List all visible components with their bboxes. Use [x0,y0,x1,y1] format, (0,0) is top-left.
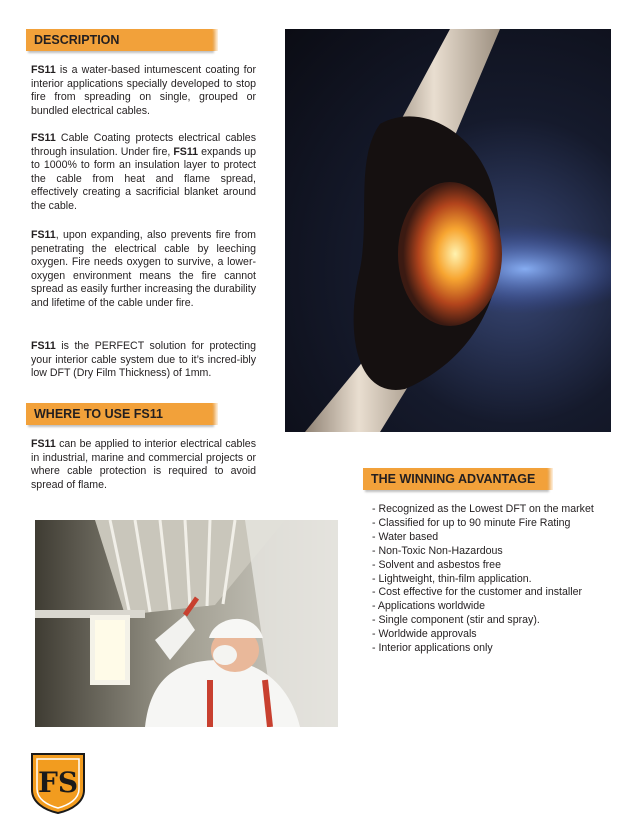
fs-logo [30,752,86,814]
worker-spraying-photo [35,520,338,727]
where-to-use-paragraph [31,438,256,492]
brand-name: FS11 [31,229,56,241]
advantage-item: - Water based [372,530,439,543]
advantage-item: - Non-Toxic Non-Hazardous [372,544,503,557]
description-heading: DESCRIPTION [26,29,212,51]
description-paragraph-2 [31,132,256,213]
brand-name: FS11 [173,145,199,158]
brand-name: FS11 [31,64,56,76]
paragraph-text: expands up to 1000% to form an insulation layer to protect the cable from heat and flame spread, effectively creating a sacrificial blanket around the cable. [31,145,256,212]
advantage-item: - Applications worldwide [372,600,486,613]
logo-lettering: FS [37,766,79,799]
worker-spraying-illustration [35,520,338,727]
brand-name: FS11 [31,438,56,450]
advantage-item: - Worldwide approvals [372,628,477,641]
advantage-list [372,503,632,656]
advantage-item: - Interior applications only [372,642,493,655]
advantage-item: - Solvent and asbestos free [372,558,501,571]
paragraph-text: is the PERFECT solution for protecting your interior cable system due to it’s incred-ibly low DFT (Dry Film Thickness) of 1mm. [31,340,256,379]
description-paragraph-3 [31,229,256,310]
winning-advantage-heading: THE WINNING ADVANTAGE [363,468,547,490]
description-paragraph-1 [31,64,256,118]
where-to-use-heading: WHERE TO USE FS11 [26,403,212,425]
paragraph-text: is a water-based intumescent coating for interior applications specially developed to stop fire from spreading on single, grouped or bundled electrical cables. [31,64,256,117]
brand-name: FS11 [31,132,56,144]
brand-name: FS11 [31,340,56,352]
paragraph-text: , upon expanding, also prevents fire from penetrating the electrical cable by leeching oxygen. Fire needs oxygen to survive, a lower-oxygen environment means the fire cannot spread as easily further increasing the durability and lifetime of the cable under fire. [31,229,256,309]
advantage-item: - Lightweight, thin-film application. [372,572,532,585]
description-paragraph-4 [31,340,256,381]
fs-shield-logo [30,752,86,814]
advantage-item: - Single component (stir and spray). [372,614,540,627]
paragraph-text: can be applied to interior electrical cables in industrial, marine and commercial projects or where cable protection is required to avoid spread of flame. [31,438,256,491]
paragraph-text: Cable Coating protects electrical cables through insulation. Under fire, [31,132,256,158]
advantage-item: - Cost effective for the customer and installer [372,586,583,599]
advantage-item: - Recognized as the Lowest DFT on the market [372,503,594,515]
advantage-item: - Classified for up to 90 minute Fire Rating [372,516,571,529]
burning-cable-photo [285,29,611,432]
burning-cable-illustration [285,29,611,432]
